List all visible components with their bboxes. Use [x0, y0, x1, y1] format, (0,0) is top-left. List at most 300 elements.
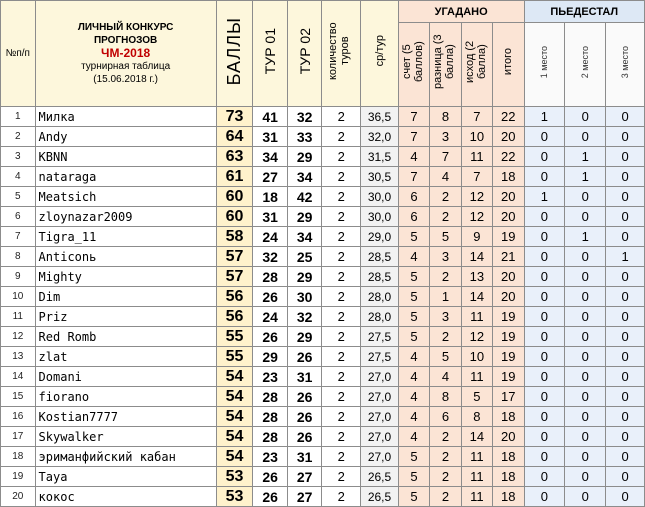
place3-cell: 0 [606, 267, 645, 287]
place2-cell: 0 [565, 487, 606, 507]
avg-cell: 27,0 [361, 367, 399, 387]
row-number: 17 [1, 427, 36, 447]
tour2-cell: 34 [287, 167, 322, 187]
place3-cell: 0 [606, 347, 645, 367]
score-cell: 5 [398, 447, 429, 467]
outcome-cell: 11 [461, 307, 492, 327]
row-number: 14 [1, 367, 36, 387]
score-cell: 4 [398, 367, 429, 387]
outcome-cell: 11 [461, 147, 492, 167]
total-cell: 18 [493, 487, 524, 507]
place2-cell: 0 [565, 447, 606, 467]
place2-cell: 0 [565, 467, 606, 487]
total-cell: 18 [493, 447, 524, 467]
avg-cell: 28,0 [361, 287, 399, 307]
place1-cell: 0 [524, 367, 565, 387]
place3-cell: 0 [606, 327, 645, 347]
score-cell: 5 [398, 227, 429, 247]
tour1-cell: 31 [253, 207, 288, 227]
table-row [1, 447, 645, 467]
title-line-4: турнирная таблица [81, 61, 171, 72]
place2-cell: 0 [565, 427, 606, 447]
outcome-cell: 12 [461, 327, 492, 347]
tour2-cell: 29 [287, 327, 322, 347]
total-cell: 19 [493, 327, 524, 347]
outcome-cell: 12 [461, 187, 492, 207]
outcome-cell: 14 [461, 247, 492, 267]
participant-name: zlat [35, 347, 216, 367]
header-number-label: №п/п [5, 48, 30, 59]
row-number: 11 [1, 307, 36, 327]
participant-name: Andy [35, 127, 216, 147]
table-row [1, 467, 645, 487]
total-cell: 20 [493, 287, 524, 307]
tours-count-cell: 2 [322, 467, 361, 487]
points-cell: 54 [216, 407, 253, 427]
tours-count-cell: 2 [322, 407, 361, 427]
diff-cell: 5 [430, 347, 461, 367]
row-number: 13 [1, 347, 36, 367]
tour1-cell: 24 [253, 307, 288, 327]
score-cell: 5 [398, 307, 429, 327]
outcome-cell: 5 [461, 387, 492, 407]
avg-cell: 27,5 [361, 327, 399, 347]
standings-body [1, 107, 645, 507]
place1-cell: 0 [524, 447, 565, 467]
tour2-cell: 27 [287, 487, 322, 507]
tour2-cell: 29 [287, 207, 322, 227]
table-row [1, 147, 645, 167]
points-cell: 56 [216, 307, 253, 327]
avg-cell: 32,0 [361, 127, 399, 147]
diff-cell: 8 [430, 387, 461, 407]
title-line-5: (15.06.2018 г.) [93, 74, 158, 85]
avg-cell: 31,5 [361, 147, 399, 167]
row-number: 15 [1, 387, 36, 407]
participant-name: Red Romb [35, 327, 216, 347]
header-place3 [606, 23, 645, 107]
outcome-cell: 11 [461, 487, 492, 507]
participant-name: Meatsich [35, 187, 216, 207]
points-cell: 60 [216, 187, 253, 207]
points-cell: 55 [216, 347, 253, 367]
row-number: 12 [1, 327, 36, 347]
score-cell: 5 [398, 467, 429, 487]
header-score [398, 23, 429, 107]
tours-count-cell: 2 [322, 327, 361, 347]
tour2-cell: 31 [287, 367, 322, 387]
tour2-cell: 27 [287, 467, 322, 487]
total-cell: 17 [493, 387, 524, 407]
participant-name: Skywalker [35, 427, 216, 447]
avg-cell: 27,0 [361, 387, 399, 407]
place2-cell: 0 [565, 387, 606, 407]
table-row [1, 307, 645, 327]
outcome-cell: 11 [461, 447, 492, 467]
diff-cell: 2 [430, 487, 461, 507]
tour2-cell: 34 [287, 227, 322, 247]
outcome-cell: 10 [461, 347, 492, 367]
header-place3-label: 3 место [620, 45, 631, 79]
table-row [1, 367, 645, 387]
table-row [1, 207, 645, 227]
diff-cell: 7 [430, 147, 461, 167]
tour2-cell: 26 [287, 387, 322, 407]
header-diff-label: разница (3 балла) [432, 34, 457, 90]
total-cell: 20 [493, 267, 524, 287]
header-place2 [565, 23, 606, 107]
tour1-cell: 34 [253, 147, 288, 167]
header-podium-label: ПЬЕДЕСТАЛ [550, 5, 619, 18]
tour1-cell: 29 [253, 347, 288, 367]
diff-cell: 2 [430, 467, 461, 487]
place3-cell: 0 [606, 167, 645, 187]
tour2-cell: 42 [287, 187, 322, 207]
avg-cell: 28,0 [361, 307, 399, 327]
place3-cell: 0 [606, 427, 645, 447]
place2-cell: 0 [565, 287, 606, 307]
place3-cell: 0 [606, 287, 645, 307]
header-outcome [461, 23, 492, 107]
diff-cell: 2 [430, 327, 461, 347]
tours-count-cell: 2 [322, 387, 361, 407]
points-cell: 55 [216, 327, 253, 347]
tours-count-cell: 2 [322, 107, 361, 127]
header-place1-label: 1 место [539, 45, 550, 79]
table-row [1, 187, 645, 207]
tours-count-cell: 2 [322, 247, 361, 267]
table-row [1, 267, 645, 287]
avg-cell: 26,5 [361, 467, 399, 487]
tour1-cell: 26 [253, 487, 288, 507]
place1-cell: 0 [524, 127, 565, 147]
tours-count-cell: 2 [322, 307, 361, 327]
place3-cell: 0 [606, 227, 645, 247]
place3-cell: 0 [606, 187, 645, 207]
diff-cell: 2 [430, 267, 461, 287]
table-row [1, 347, 645, 367]
row-number: 3 [1, 147, 36, 167]
row-number: 5 [1, 187, 36, 207]
table-row [1, 407, 645, 427]
total-cell: 22 [493, 147, 524, 167]
place3-cell: 0 [606, 107, 645, 127]
score-cell: 6 [398, 187, 429, 207]
tour1-cell: 41 [253, 107, 288, 127]
participant-name: Dim [35, 287, 216, 307]
diff-cell: 2 [430, 187, 461, 207]
place2-cell: 0 [565, 407, 606, 427]
participant-name: fiorano [35, 387, 216, 407]
row-number: 20 [1, 487, 36, 507]
tours-count-cell: 2 [322, 487, 361, 507]
score-cell: 5 [398, 267, 429, 287]
diff-cell: 2 [430, 427, 461, 447]
participant-name: Mighty [35, 267, 216, 287]
place1-cell: 0 [524, 387, 565, 407]
tours-count-cell: 2 [322, 367, 361, 387]
participant-name: эриманфийский кабан [35, 447, 216, 467]
tour1-cell: 24 [253, 227, 288, 247]
table-row [1, 327, 645, 347]
avg-cell: 36,5 [361, 107, 399, 127]
tours-count-cell: 2 [322, 427, 361, 447]
score-cell: 4 [398, 407, 429, 427]
header-guessed-label: УГАДАНО [434, 5, 488, 18]
tour2-cell: 26 [287, 427, 322, 447]
outcome-cell: 10 [461, 127, 492, 147]
total-cell: 20 [493, 127, 524, 147]
points-cell: 58 [216, 227, 253, 247]
participant-name: Priz [35, 307, 216, 327]
total-cell: 19 [493, 307, 524, 327]
avg-cell: 29,0 [361, 227, 399, 247]
header-score-label: счет (5 баллов) [401, 41, 426, 83]
diff-cell: 2 [430, 207, 461, 227]
place1-cell: 0 [524, 147, 565, 167]
table-title [35, 1, 216, 107]
tour2-cell: 32 [287, 107, 322, 127]
tour1-cell: 26 [253, 287, 288, 307]
points-cell: 57 [216, 247, 253, 267]
avg-cell: 27,5 [361, 347, 399, 367]
table-row [1, 387, 645, 407]
row-number: 1 [1, 107, 36, 127]
points-cell: 53 [216, 467, 253, 487]
total-cell: 19 [493, 347, 524, 367]
place3-cell: 0 [606, 387, 645, 407]
participant-name: Taya [35, 467, 216, 487]
outcome-cell: 9 [461, 227, 492, 247]
place1-cell: 1 [524, 107, 565, 127]
tour2-cell: 29 [287, 267, 322, 287]
place2-cell: 0 [565, 107, 606, 127]
place3-cell: 0 [606, 147, 645, 167]
place2-cell: 0 [565, 327, 606, 347]
header-place2-label: 2 место [580, 45, 591, 79]
place1-cell: 0 [524, 167, 565, 187]
tours-count-cell: 2 [322, 147, 361, 167]
tour1-cell: 27 [253, 167, 288, 187]
place1-cell: 0 [524, 267, 565, 287]
header-points-label: БАЛЛЫ [224, 16, 244, 86]
outcome-cell: 14 [461, 427, 492, 447]
title-line-3: ЧМ-2018 [101, 46, 151, 60]
points-cell: 56 [216, 287, 253, 307]
participant-name: Kostian7777 [35, 407, 216, 427]
tour2-cell: 26 [287, 407, 322, 427]
row-number: 9 [1, 267, 36, 287]
points-cell: 57 [216, 267, 253, 287]
participant-name: KBNN [35, 147, 216, 167]
place2-cell: 1 [565, 147, 606, 167]
participant-name: Милка [35, 107, 216, 127]
avg-cell: 28,5 [361, 267, 399, 287]
place2-cell: 1 [565, 167, 606, 187]
header-tours-count [322, 1, 361, 107]
place1-cell: 0 [524, 467, 565, 487]
outcome-cell: 7 [461, 167, 492, 187]
place2-cell: 0 [565, 127, 606, 147]
title-line-1: ЛИЧНЫЙ КОНКУРС [77, 22, 174, 33]
row-number: 18 [1, 447, 36, 467]
total-cell: 20 [493, 427, 524, 447]
place1-cell: 1 [524, 187, 565, 207]
place2-cell: 0 [565, 207, 606, 227]
points-cell: 64 [216, 127, 253, 147]
place3-cell: 0 [606, 307, 645, 327]
tour1-cell: 18 [253, 187, 288, 207]
tours-count-cell: 2 [322, 267, 361, 287]
place2-cell: 0 [565, 347, 606, 367]
total-cell: 19 [493, 367, 524, 387]
score-cell: 4 [398, 347, 429, 367]
header-tour2-label: ТУР 02 [296, 27, 313, 75]
diff-cell: 1 [430, 287, 461, 307]
row-number: 16 [1, 407, 36, 427]
header-number [1, 1, 36, 107]
score-cell: 4 [398, 387, 429, 407]
row-number: 2 [1, 127, 36, 147]
participant-name: Anticonь [35, 247, 216, 267]
total-cell: 18 [493, 467, 524, 487]
place3-cell: 0 [606, 467, 645, 487]
place1-cell: 0 [524, 207, 565, 227]
row-number: 7 [1, 227, 36, 247]
diff-cell: 2 [430, 447, 461, 467]
tour1-cell: 23 [253, 447, 288, 467]
header-total-label: итого [502, 48, 515, 76]
header-place1 [524, 23, 565, 107]
place1-cell: 0 [524, 307, 565, 327]
diff-cell: 6 [430, 407, 461, 427]
title-line-2: ПРОГНОЗОВ [93, 35, 158, 46]
outcome-cell: 12 [461, 207, 492, 227]
total-cell: 18 [493, 167, 524, 187]
header-outcome-label: исход (2 балла) [463, 40, 488, 84]
score-cell: 5 [398, 287, 429, 307]
points-cell: 73 [216, 107, 253, 127]
participant-name: nataraga [35, 167, 216, 187]
avg-cell: 26,5 [361, 487, 399, 507]
place1-cell: 0 [524, 427, 565, 447]
diff-cell: 5 [430, 227, 461, 247]
tours-count-cell: 2 [322, 187, 361, 207]
diff-cell: 4 [430, 167, 461, 187]
points-cell: 54 [216, 447, 253, 467]
tour1-cell: 28 [253, 267, 288, 287]
avg-cell: 27,0 [361, 447, 399, 467]
participant-name: кокос [35, 487, 216, 507]
points-cell: 54 [216, 427, 253, 447]
place3-cell: 0 [606, 207, 645, 227]
tours-count-cell: 2 [322, 127, 361, 147]
score-cell: 7 [398, 127, 429, 147]
table-row [1, 247, 645, 267]
header-diff [430, 23, 461, 107]
diff-cell: 8 [430, 107, 461, 127]
tour1-cell: 28 [253, 387, 288, 407]
score-cell: 4 [398, 427, 429, 447]
table-row [1, 487, 645, 507]
outcome-cell: 11 [461, 367, 492, 387]
outcome-cell: 8 [461, 407, 492, 427]
total-cell: 22 [493, 107, 524, 127]
tour1-cell: 28 [253, 407, 288, 427]
tour2-cell: 25 [287, 247, 322, 267]
diff-cell: 4 [430, 367, 461, 387]
tour2-cell: 31 [287, 447, 322, 467]
avg-cell: 27,0 [361, 427, 399, 447]
header-avg-label: ср/тур [373, 35, 386, 67]
score-cell: 5 [398, 487, 429, 507]
points-cell: 54 [216, 367, 253, 387]
diff-cell: 3 [430, 307, 461, 327]
table-row [1, 227, 645, 247]
place3-cell: 1 [606, 247, 645, 267]
score-cell: 6 [398, 207, 429, 227]
total-cell: 19 [493, 227, 524, 247]
points-cell: 63 [216, 147, 253, 167]
points-cell: 54 [216, 387, 253, 407]
participant-name: Domani [35, 367, 216, 387]
place2-cell: 0 [565, 367, 606, 387]
place3-cell: 0 [606, 447, 645, 467]
score-cell: 7 [398, 167, 429, 187]
row-number: 6 [1, 207, 36, 227]
place1-cell: 0 [524, 287, 565, 307]
tours-count-cell: 2 [322, 347, 361, 367]
header-tours-count-label: количество туров [327, 22, 352, 80]
row-number: 19 [1, 467, 36, 487]
row-number: 8 [1, 247, 36, 267]
avg-cell: 30,5 [361, 167, 399, 187]
points-cell: 61 [216, 167, 253, 187]
tours-count-cell: 2 [322, 167, 361, 187]
place1-cell: 0 [524, 227, 565, 247]
total-cell: 20 [493, 187, 524, 207]
avg-cell: 28,5 [361, 247, 399, 267]
diff-cell: 3 [430, 127, 461, 147]
place2-cell: 0 [565, 267, 606, 287]
total-cell: 21 [493, 247, 524, 267]
header-total [493, 23, 524, 107]
place2-cell: 0 [565, 307, 606, 327]
tour1-cell: 23 [253, 367, 288, 387]
avg-cell: 30,0 [361, 187, 399, 207]
place2-cell: 0 [565, 187, 606, 207]
tour2-cell: 26 [287, 347, 322, 367]
table-row [1, 287, 645, 307]
outcome-cell: 14 [461, 287, 492, 307]
participant-name: Tigra_11 [35, 227, 216, 247]
score-cell: 5 [398, 327, 429, 347]
table-row [1, 167, 645, 187]
tour2-cell: 33 [287, 127, 322, 147]
tours-count-cell: 2 [322, 227, 361, 247]
place2-cell: 1 [565, 227, 606, 247]
place1-cell: 0 [524, 347, 565, 367]
place3-cell: 0 [606, 367, 645, 387]
score-cell: 7 [398, 107, 429, 127]
tours-count-cell: 2 [322, 447, 361, 467]
total-cell: 20 [493, 207, 524, 227]
header-tour2 [287, 1, 322, 107]
outcome-cell: 11 [461, 467, 492, 487]
table-row [1, 107, 645, 127]
row-number: 4 [1, 167, 36, 187]
header-tour1-label: ТУР 01 [262, 27, 279, 75]
